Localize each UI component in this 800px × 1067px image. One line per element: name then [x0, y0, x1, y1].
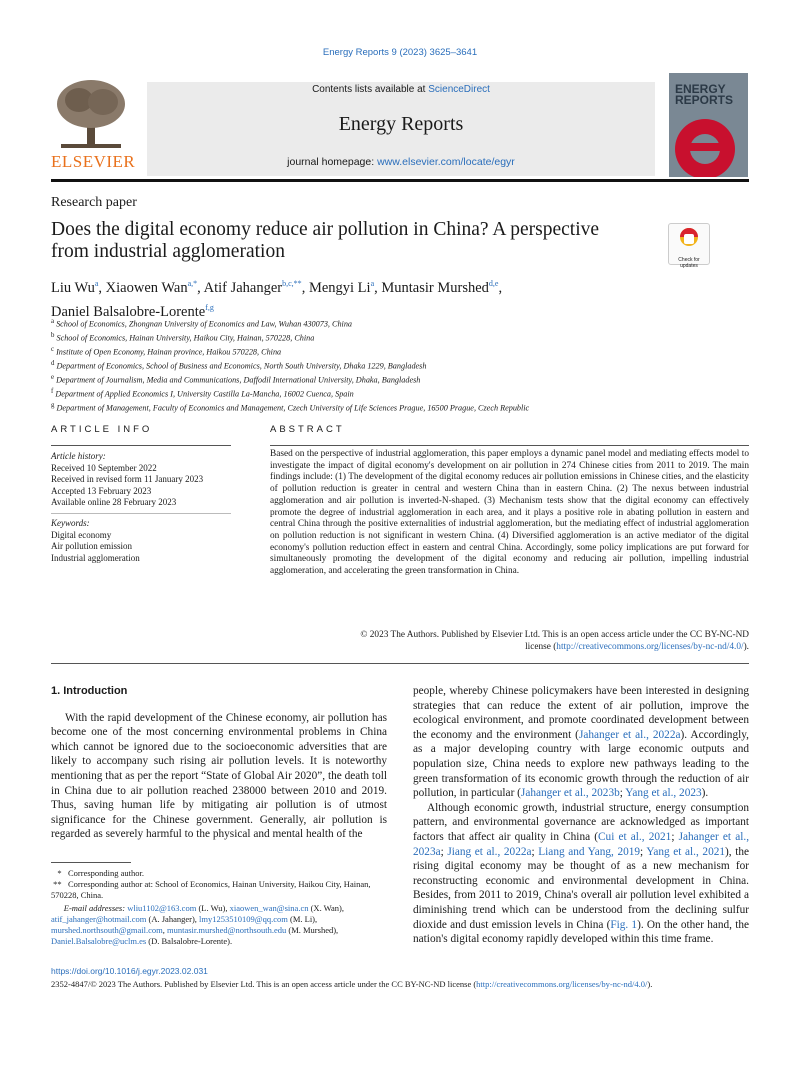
citation-link[interactable]: Yang et al., 2023: [625, 787, 702, 800]
divider: [51, 663, 749, 664]
keywords: Keywords: Digital economy Air pollution emission Industrial agglomeration: [51, 518, 231, 564]
affiliation: $^e$ Department of Journalism, Media and Communications, Daffodil International University, Dhaka, Bangladesh: [51, 373, 421, 385]
affiliation: $^f$ Department of Applied Economics I, University Castilla La-Mancha, 16002 Cuenca, Spain: [51, 387, 354, 399]
email-link[interactable]: xiaowen_wan@sina.cn: [229, 902, 309, 913]
keyword: Digital economy: [51, 529, 112, 540]
affiliation: $^c$ Institute of Open Economy, Hainan province, Haikou 570228, China: [51, 345, 282, 357]
divider: [270, 445, 749, 446]
abstract-text: Based on the perspective of industrial agglomeration, this paper employs a dynamic panel model and mediating effects model to investigate the impact of digital economy's development on air pollution in 274 Chinese cities from 2011 to 2019. The main findings include: (1) The development of the digital economy reduces air pollution emissions in Chinese cities, and the elasticity of pollution reduction is greater in central and western China than in eastern China. (2) The nexus between industrial agglomeration and air pollution is inverted-N-shaped. (3) Mechanism tests show that the digital economy can effectively promote the degree of industrial agglomeration in each area, and it plays a positive role in abating pollution in eastern and central China through the positive externalities of industrial agglomeration, but the mediating effect of industrial agglomeration on pollution reduction is not significant in western China. (4) Diversified agglomeration is an active mediator of the digital economy's pollution reduction effect in eastern and central China. Accordingly, some policy implications are put forward for simultaneously promoting the development of the digital economy and reducing air pollution, impelling industrial agglomeration, and accelerating the green transformation in China.: [270, 449, 749, 577]
issn-copyright: 2352-4847/© 2023 The Authors. Published by Elsevier Ltd. This is an open access article under the CC BY-NC-ND license (http://creativecommons.org/licenses/by-nc-nd/4.0/).: [51, 979, 653, 989]
publisher-logo-text: ELSEVIER: [51, 152, 136, 171]
paragraph: Although economic growth, industrial structure, energy consumption pattern, and environmental governance are acknowledged as important factors that affect air quality in China (Cui et al., 2021; Jahanger et al., 2023a; Jiang et al., 2022a; Liang and Yang, 2019; Yang et al., 2021), the rising digital economy may be thought of as a new mechanism for reconstructing economic and environmental development in China. Besides, from 2011 to 2019, China's overall air pollution level exhibited a diminishing trend which can be understood from the declining sulfur dioxide and dust emission levels in China (Fig. 1). On the other hand, the nation's digital economy rapidly developed within this time frame.: [413, 801, 750, 946]
figure-link[interactable]: Fig. 1: [610, 918, 638, 931]
keyword: Industrial agglomeration: [51, 552, 140, 563]
footnotes: [51, 868, 387, 947]
email-link[interactable]: wliu1102@163.com: [127, 902, 197, 913]
footnote: * Corresponding author.: [51, 868, 145, 878]
email-link[interactable]: muntasir.murshed@northsouth.edu: [166, 925, 287, 936]
doi-link[interactable]: https://doi.org/10.1016/j.egyr.2023.02.031: [51, 966, 208, 976]
citation-link[interactable]: Jahanger et al., 2023a: [413, 830, 750, 858]
citation-link[interactable]: Jiang et al., 2022a: [447, 845, 532, 858]
citation-link[interactable]: Jahanger et al., 2022a: [578, 728, 681, 741]
license-link[interactable]: http://creativecommons.org/licenses/by-nc-nd/4.0/: [556, 641, 744, 652]
affiliation: $^b$ School of Economics, Hainan University, Haikou City, Hainan, 570228, China: [51, 331, 315, 343]
article-history: Article history: Received 10 September 2022 Received in revised form 11 January 2023 Accepted 13 February 2023 Available online 28 February 2023: [51, 451, 204, 507]
email-link[interactable]: Daniel.Balsalobre@uclm.es: [51, 936, 147, 947]
citation-link[interactable]: Liang and Yang, 2019: [538, 845, 641, 858]
email-link[interactable]: lmy1253510109@qq.com: [199, 913, 288, 924]
affiliation: $^g$ Department of Management, Faculty of Economics and Management, Czech University of Life Sciences Prague, 16500 Prague, Czech Republic: [51, 401, 530, 413]
affiliation: $^d$ Department of Economics, School of Business and Economics, North South University, Dhaka 1229, Bangladesh: [51, 359, 427, 371]
check-for-updates-badge[interactable]: [668, 223, 710, 269]
keyword: Air pollution emission: [51, 541, 132, 551]
header-rule: [51, 179, 749, 182]
journal-homepage: journal homepage: www.elsevier.com/locate/egyr: [287, 156, 515, 168]
check-updates-label: Check for updates: [678, 257, 700, 269]
section-heading: 1. Introduction: [51, 685, 128, 697]
citation-link[interactable]: Yang et al., 2021: [646, 845, 726, 858]
paper-title: Does the digital economy reduce air pollution in China? A perspective from industrial agglomeration: [51, 219, 600, 262]
contents-line: Contents lists available at ScienceDirect: [312, 84, 490, 95]
author[interactable]: Muntasir Murshed: [381, 279, 489, 296]
body-column-right: [413, 684, 749, 947]
author-list: Liu Wu$^a$, Xiaowen Wan$^{a,*}$, Atif Jahanger$^{b,c,**}$, Mengyi Li$^a$, Muntasir Murshed$^{d,e}$, Daniel Balsalobre-Lorente$^{f,g}$: [51, 279, 503, 320]
author[interactable]: Mengyi Li: [308, 279, 371, 296]
citation-link[interactable]: Cui et al., 2021: [598, 830, 672, 843]
article-info-heading: ARTICLE INFO: [51, 424, 153, 435]
affiliations: [51, 316, 751, 414]
footnote: ** Corresponding author at: School of Economics, Hainan University, Haikou City, Hainan, 570228, China.: [51, 879, 371, 901]
sciencedirect-link[interactable]: ScienceDirect: [428, 84, 490, 95]
author[interactable]: Liu Wu: [51, 279, 95, 296]
abstract-heading: ABSTRACT: [270, 424, 345, 435]
affiliation: $^a$ School of Economics, Zhongnan University of Economics and Law, Wuhan 430073, China: [51, 318, 353, 329]
author[interactable]: Xiaowen Wan: [105, 279, 188, 296]
journal-cover[interactable]: ENERGY REPORTS: [669, 73, 748, 177]
license-link[interactable]: http://creativecommons.org/licenses/by-nc-nd/4.0/: [476, 979, 648, 989]
paragraph: people, whereby Chinese policymakers have been interested in designing strategies that can reduce the extent of air pollution, improve the ecological environment, and promote coordinated development between the economy and the environment (Jahanger et al., 2022a). Accordingly, as a major developing country with large economic outputs and population size, China needs to explore new pathways leading to the green transformation of its economic growth through the reduction of air pollution, in particular (Jahanger et al., 2023b; Yang et al., 2023).: [413, 685, 749, 800]
homepage-link[interactable]: www.elsevier.com/locate/egyr: [377, 156, 515, 168]
email-link[interactable]: murshed.northsouth@gmail.com: [51, 925, 163, 936]
divider: [51, 513, 231, 514]
email-list: E-mail addresses: wliu1102@163.com (L. Wu), xiaowen_wan@sina.cn (X. Wan), atif_jahanger@hotmail.com (A. Jahanger), lmy1253510109@qq.com (M. Li), murshed.northsouth@gmail.com, muntasir.murshed@northsouth.edu (M. Murshed), Daniel.Balsalobre@uclm.es (D. Balsalobre-Lorente).: [51, 902, 344, 947]
journal-reference[interactable]: Energy Reports 9 (2023) 3625–3641: [322, 47, 478, 58]
check-updates-icon: [669, 224, 709, 254]
paper-type: Research paper: [51, 195, 137, 210]
divider: [51, 445, 231, 446]
author[interactable]: Atif Jahanger: [203, 279, 283, 296]
journal-title: Energy Reports: [338, 113, 464, 135]
email-link[interactable]: atif_jahanger@hotmail.com: [51, 913, 147, 924]
citation-link[interactable]: Jahanger et al., 2023b: [520, 787, 620, 800]
paragraph: With the rapid development of the Chinese economy, air pollution has become one of the most concerning environmental problems in China which cannot be ignored due to the socioeconomic adversities that are likely to accompany such rising air pollution levels. It is noteworthy mentioning that as per the report “State of Global Air 2020”, the death toll in China due to air pollution reached 238000 between 2010 and 2019. Thus, saving human life by mitigating air pollution is of utmost significance for the Chinese government. Generally, air pollution is regarded as severely harmful to the physical and mental health of the: [51, 711, 387, 841]
abstract-copyright: © 2023 The Authors. Published by Elsevier Ltd. This is an open access article under the CC BY-NC-ND license (http://creativecommons.org/licenses/by-nc-nd/4.0/).: [360, 630, 749, 652]
footnote-rule: [51, 862, 131, 863]
author[interactable]: Daniel Balsalobre-Lorente: [51, 303, 206, 320]
body-column-left: [51, 684, 387, 842]
